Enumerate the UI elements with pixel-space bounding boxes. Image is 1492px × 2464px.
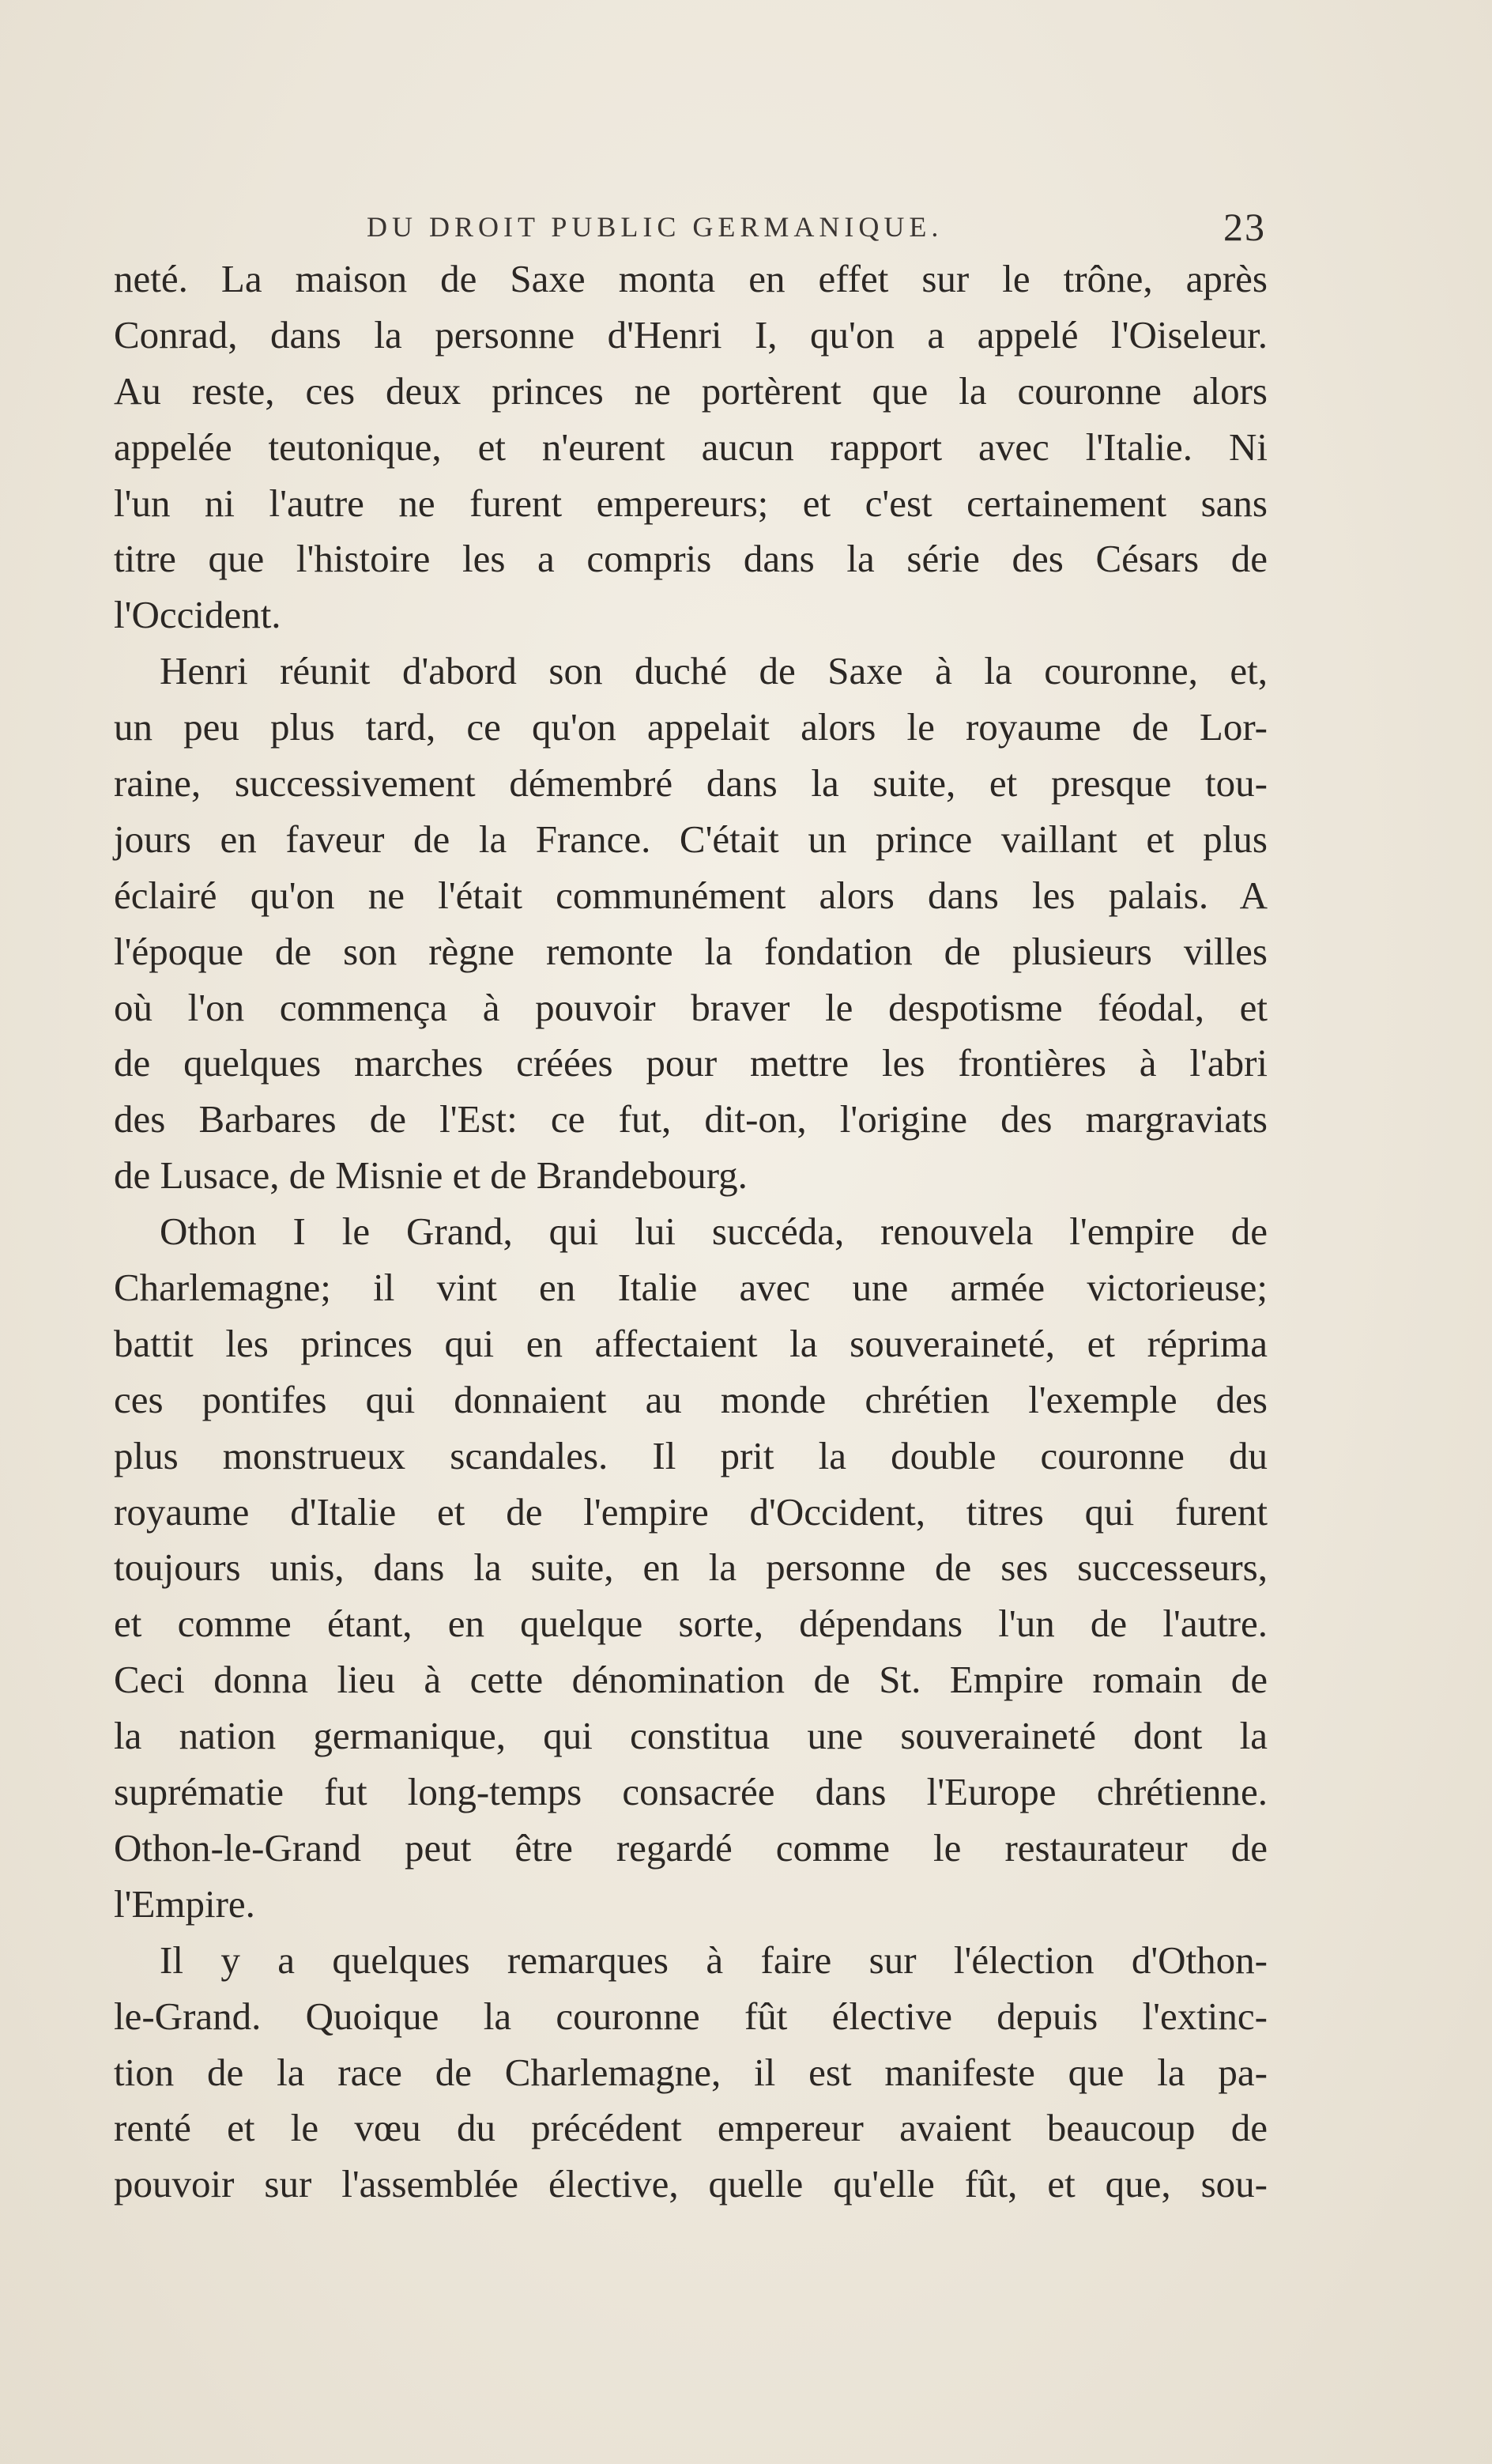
text-line: plus monstrueux scandales. Il prit la double couronne du: [114, 1433, 1268, 1477]
page-number: 23: [1223, 205, 1266, 249]
paragraph-3: [114, 1204, 1268, 1933]
running-title: DU DROIT PUBLIC GERMANIQUE.: [367, 211, 944, 243]
text-line: neté. La maison de Saxe monta en effet sur le trône, après: [114, 257, 1268, 300]
text-line: Charlemagne; il vint en Italie avec une armée victorieuse;: [114, 1266, 1268, 1310]
text-line: éclairé qu'on ne l'était communément alors dans les palais. A: [114, 873, 1268, 917]
text-line: Othon-le-Grand peut être regardé comme le restaurateur de: [114, 1825, 1268, 1870]
text-line: le-Grand. Quoique la couronne fût élective depuis l'extinc-: [114, 1994, 1268, 2038]
paragraph-1: [114, 251, 1268, 643]
text-line: raine, successivement démembré dans la suite, et presque tou-: [114, 761, 1268, 806]
text-line: l'époque de son règne remonte la fondation de plusieurs villes: [114, 929, 1268, 973]
text-line: tion de la race de Charlemagne, il est manifeste que la pa-: [114, 2050, 1268, 2094]
text-line: de Lusace, de Misnie et de Brandebourg.: [114, 1153, 748, 1198]
text-line: renté et le vœu du précédent empereur avaient beaucoup de: [114, 2106, 1268, 2150]
text-line: titre que l'histoire les a compris dans la série des Césars de: [114, 537, 1268, 581]
text-line: des Barbares de l'Est: ce fut, dit-on, l'origine des margraviats: [114, 1097, 1268, 1141]
text-line: battit les princes qui en affectaient la souveraineté, et réprima: [114, 1321, 1268, 1365]
text-line: Ceci donna lieu à cette dénomination de St. Empire romain de: [114, 1658, 1268, 1702]
text-line: l'Occident.: [114, 593, 281, 637]
running-head: [114, 204, 1266, 251]
text-line: où l'on commença à pouvoir braver le despotisme féodal, et: [114, 985, 1268, 1029]
body-text: [114, 251, 1268, 2213]
text-line: de quelques marches créées pour mettre les frontières à l'abri: [114, 1041, 1268, 1085]
text-line: l'Empire.: [114, 1881, 255, 1926]
text-line: suprématie fut long-temps consacrée dans l'Europe chrétienne.: [114, 1770, 1268, 1814]
text-line: Au reste, ces deux princes ne portèrent que la couronne alors: [114, 368, 1268, 413]
paragraph-4: [114, 1933, 1268, 2213]
paragraph-2: [114, 643, 1268, 1204]
text-line: pouvoir sur l'assemblée élective, quelle qu'elle fût, et que, sou-: [114, 2162, 1268, 2206]
text-line: la nation germanique, qui constitua une souveraineté dont la: [114, 1714, 1268, 1758]
text-line: appelée teutonique, et n'eurent aucun rapport avec l'Italie. Ni: [114, 425, 1268, 469]
text-line: et comme étant, en quelque sorte, dépendans l'un de l'autre.: [114, 1602, 1268, 1646]
text-line: Il y a quelques remarques à faire sur l'élection d'Othon-: [160, 1938, 1268, 1982]
text-line: un peu plus tard, ce qu'on appelait alors le royaume de Lor-: [114, 705, 1268, 749]
text-line: toujours unis, dans la suite, en la personne de ses successeurs,: [114, 1545, 1268, 1590]
text-line: royaume d'Italie et de l'empire d'Occident, titres qui furent: [114, 1489, 1268, 1534]
text-line: l'un ni l'autre ne furent empereurs; et c'est certainement sans: [114, 481, 1268, 525]
text-line: Conrad, dans la personne d'Henri I, qu'on a appelé l'Oiseleur.: [114, 312, 1268, 357]
text-line: ces pontifes qui donnaient au monde chrétien l'exemple des: [114, 1377, 1268, 1421]
text-line: Henri réunit d'abord son duché de Saxe à la couronne, et,: [160, 649, 1268, 693]
text-line: jours en faveur de la France. C'était un prince vaillant et plus: [114, 817, 1268, 861]
text-line: Othon I le Grand, qui lui succéda, renouvela l'empire de: [160, 1209, 1268, 1254]
